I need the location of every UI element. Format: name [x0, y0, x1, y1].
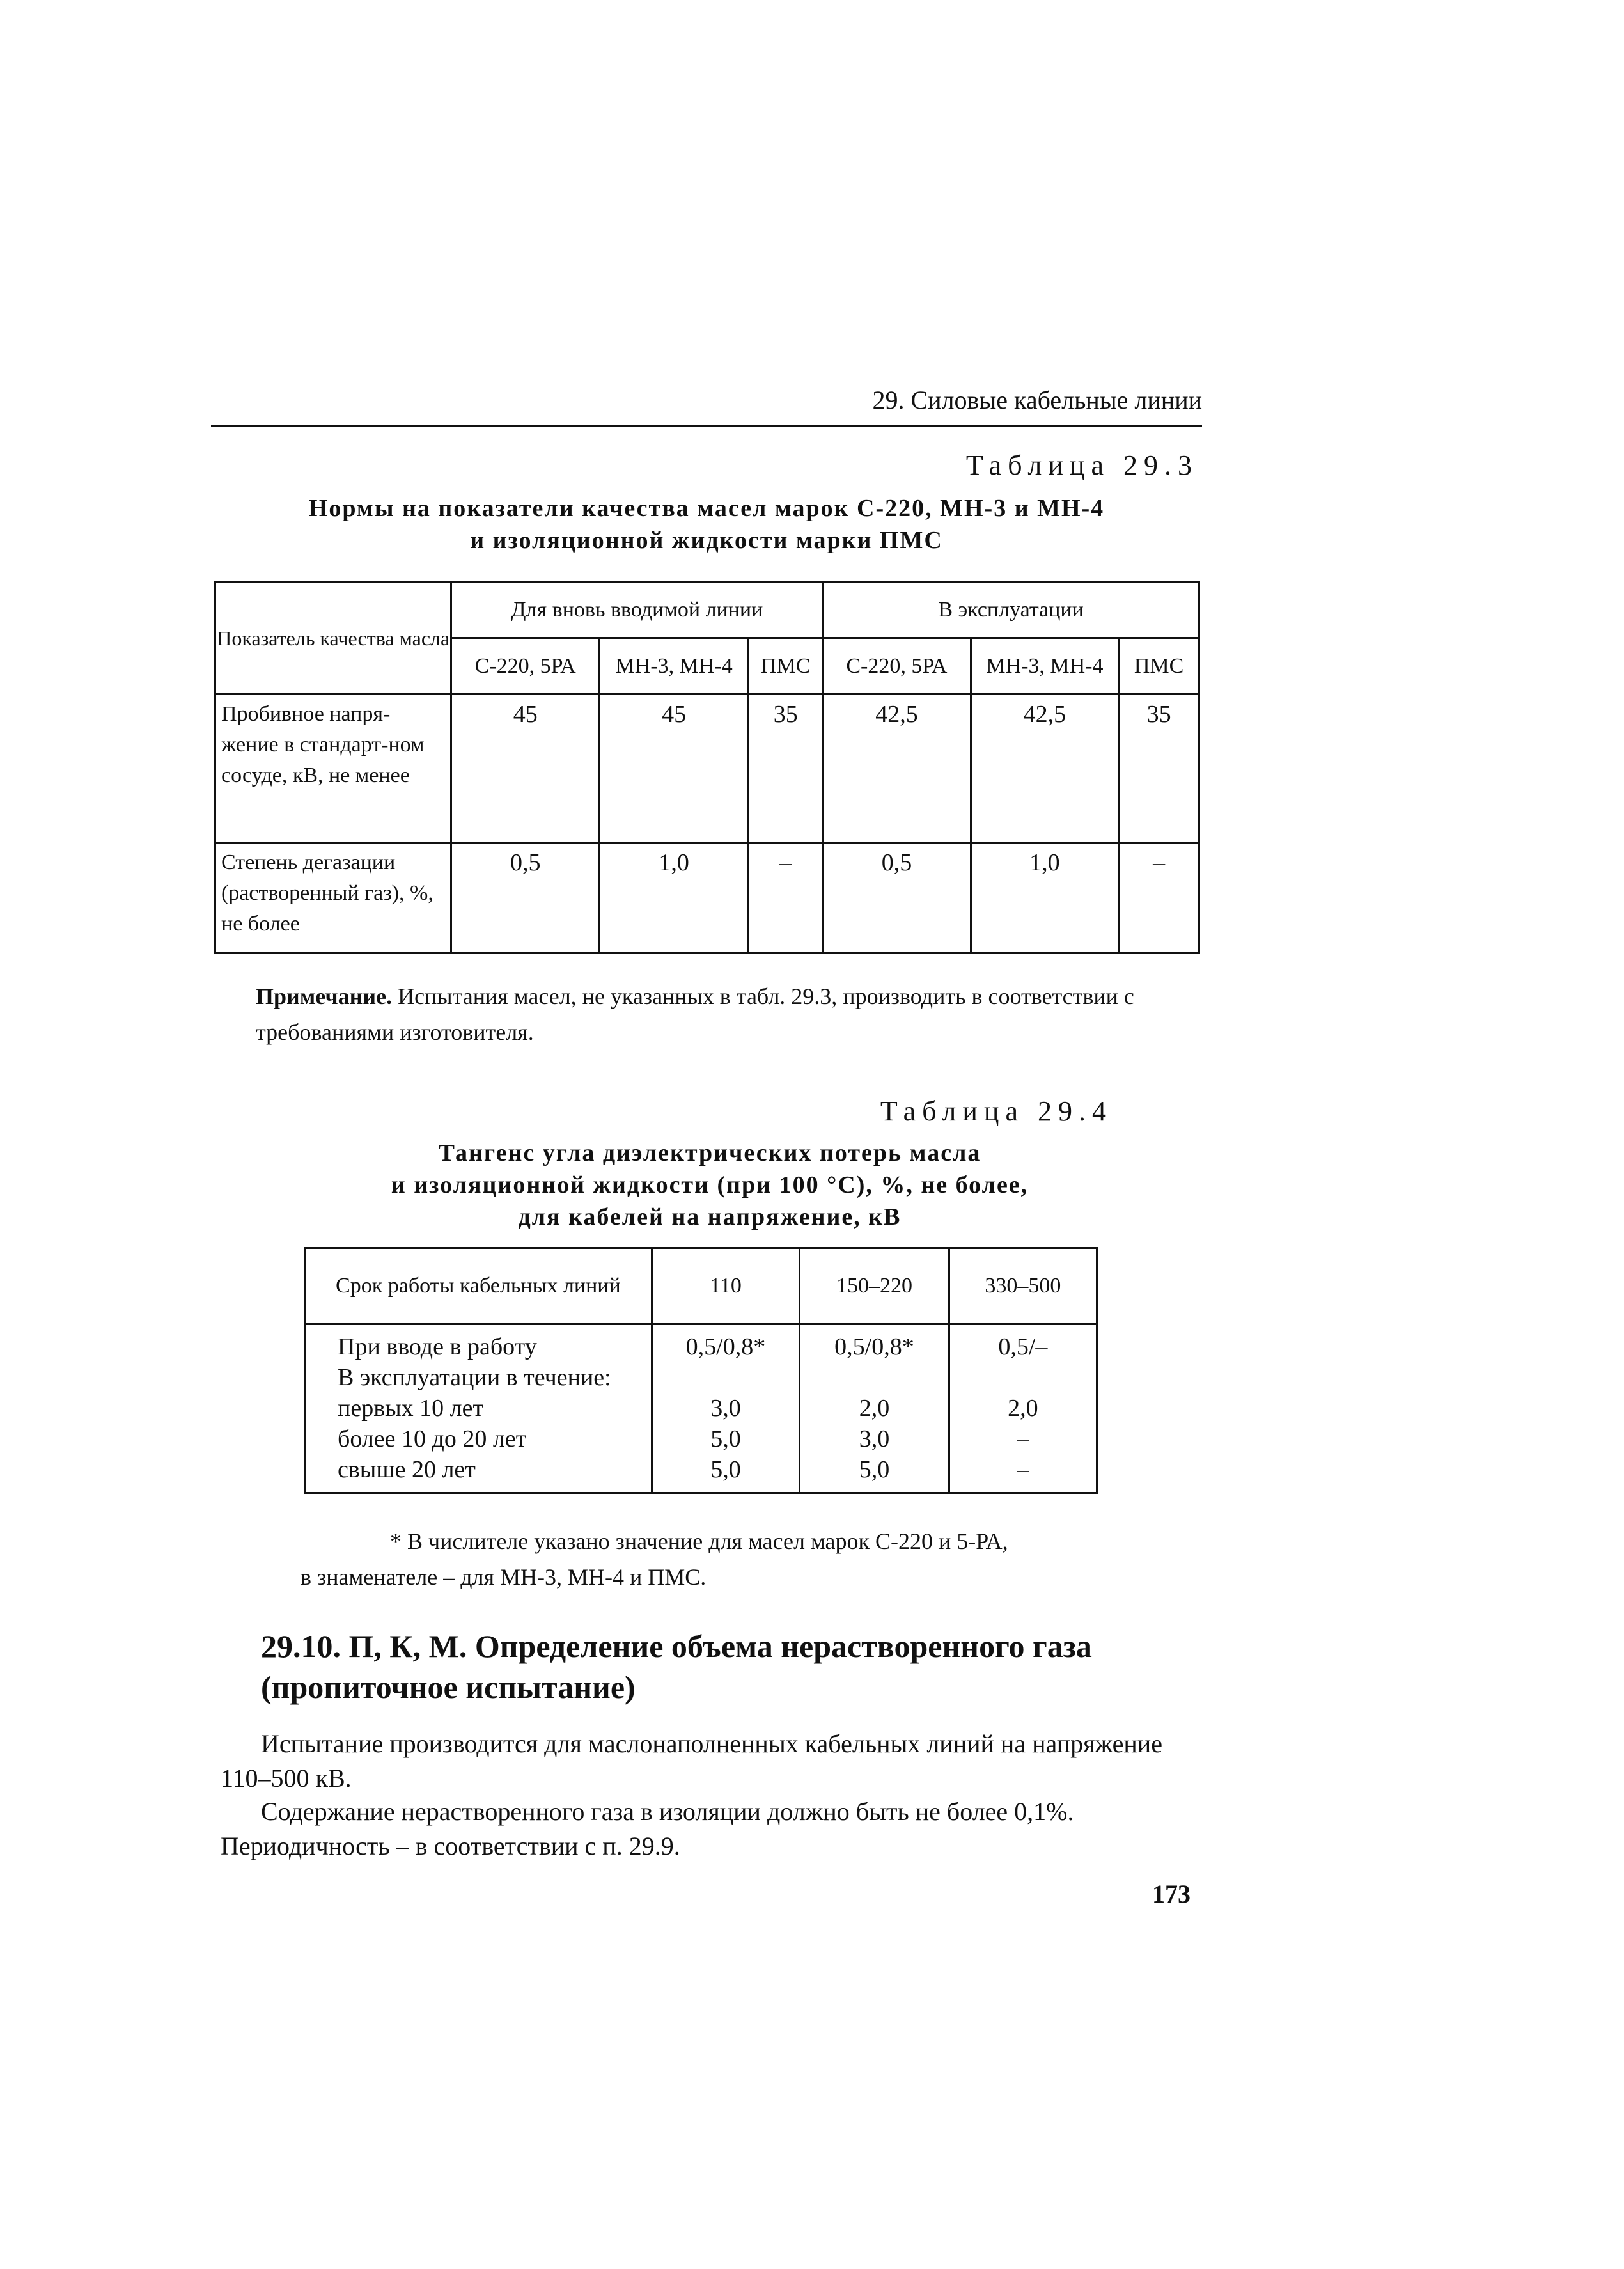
cell: – [1119, 843, 1199, 953]
table2-title [307, 1137, 1113, 1233]
row-label-breakdown: Пробивное напря-жение в стандарт-ном сосуде, кВ, не менее [215, 695, 451, 843]
cell [950, 1362, 1096, 1393]
cell: 3,0 [859, 1425, 890, 1452]
list-item: В эксплуатации в течение: [338, 1364, 611, 1391]
col-header-indicator: Показатель качества масла [215, 582, 451, 695]
period-labels [305, 1324, 652, 1493]
values-330-500 [949, 1324, 1097, 1493]
list-item: первых 10 лет [338, 1395, 484, 1422]
table1-label: Таблица 29.3 [965, 450, 1198, 481]
cell: 42,5 [823, 695, 971, 843]
cell: 5,0 [859, 1456, 890, 1483]
section-heading [261, 1626, 1207, 1708]
table1-note [256, 978, 1199, 1050]
table2-title-line1: Тангенс угла диэлектрических потерь масла [438, 1140, 981, 1166]
table-29-4 [304, 1247, 1098, 1494]
values-110 [652, 1324, 800, 1493]
paragraph-2-line1: Содержание нерастворенного газа в изоляции должно быть не более 0,1%. [261, 1797, 1074, 1826]
list-item: свыше 20 лет [338, 1456, 476, 1483]
table-row [215, 695, 1199, 843]
col-group-new-line: Для вновь вводимой линии [451, 582, 823, 638]
subheader-mn-new: МН-3, МН-4 [599, 638, 748, 695]
subheader-c220-op: С-220, 5РА [823, 638, 971, 695]
subheader-c220-new: С-220, 5РА [451, 638, 599, 695]
section-heading-line1: 29.10. П, К, М. Определение объема нерастворенного газа [261, 1628, 1092, 1664]
cell: 3,0 [710, 1395, 741, 1422]
cell: – [749, 843, 823, 953]
cell: 1,0 [971, 843, 1118, 953]
running-title: 29. Силовые кабельные линии [872, 386, 1202, 414]
col-group-operation: В эксплуатации [823, 582, 1199, 638]
subheader-pms-new: ПМС [749, 638, 823, 695]
row-label-degassing: Степень дегазации (растворенный газ), %, не более [215, 843, 451, 953]
cell: – [1017, 1425, 1029, 1452]
cell: 5,0 [710, 1456, 741, 1483]
running-header [211, 382, 1202, 427]
list-item: более 10 до 20 лет [338, 1425, 527, 1452]
subheader-pms-op: ПМС [1119, 638, 1199, 695]
cell [800, 1362, 948, 1393]
cell: 5,0 [710, 1425, 741, 1452]
note-label: Примечание. [256, 984, 393, 1009]
col-header-150-220: 150–220 [800, 1248, 949, 1324]
footnote-line2: в знаменателе – для МН-3, МН-4 и ПМС. [301, 1564, 707, 1590]
cell: 2,0 [1008, 1395, 1038, 1422]
cell: 0,5/– [998, 1333, 1048, 1360]
subheader-mn-op: МН-3, МН-4 [971, 638, 1118, 695]
table-row [215, 843, 1199, 953]
cell: 42,5 [971, 695, 1118, 843]
cell: – [1017, 1456, 1029, 1483]
cell: 45 [599, 695, 748, 843]
col-header-330-500: 330–500 [949, 1248, 1097, 1324]
cell: 0,5/0,8* [834, 1333, 914, 1360]
cell: 1,0 [599, 843, 748, 953]
cell: 45 [451, 695, 599, 843]
cell: 0,5/0,8* [685, 1333, 766, 1360]
cell: 35 [1119, 695, 1199, 843]
col-header-110: 110 [652, 1248, 800, 1324]
paragraph-2 [221, 1794, 1202, 1864]
table1-title-line2: и изоляционной жидкости марки ПМС [470, 527, 943, 554]
section-heading-line2: (пропиточное испытание) [261, 1669, 636, 1705]
table2-title-line2: и изоляционной жидкости (при 100 °С), %, не более, [391, 1172, 1029, 1198]
paragraph-2-line2: Периодичность – в соответствии с п. 29.9. [221, 1832, 680, 1860]
page-number: 173 [1152, 1880, 1191, 1908]
table2-footnote [301, 1523, 1132, 1595]
cell: 2,0 [859, 1395, 890, 1422]
table2-label: Таблица 29.4 [880, 1095, 1113, 1127]
table-29-3 [214, 581, 1200, 954]
col-header-period: Срок работы кабельных линий [305, 1248, 652, 1324]
table2-title-line3: для кабелей на напряжение, кВ [518, 1204, 902, 1230]
cell: 0,5 [451, 843, 599, 953]
values-150-220 [800, 1324, 949, 1493]
note-text: Испытания масел, не указанных в табл. 29.3, производить в соответствии с требованиями изготовителя. [256, 984, 1134, 1045]
cell [653, 1362, 799, 1393]
table1-title [211, 492, 1202, 556]
paragraph-1: Испытание производится для маслонаполненных кабельных линий на напряжение 110–500 кВ. [221, 1729, 1162, 1793]
cell: 35 [749, 695, 823, 843]
cell: 0,5 [823, 843, 971, 953]
list-item: При вводе в работу [338, 1333, 537, 1360]
footnote-line1: * В числителе указано значение для масел марок С-220 и 5-РА, [390, 1528, 1008, 1554]
table1-title-line1: Нормы на показатели качества масел марок С-220, МН-3 и МН-4 [308, 495, 1105, 522]
